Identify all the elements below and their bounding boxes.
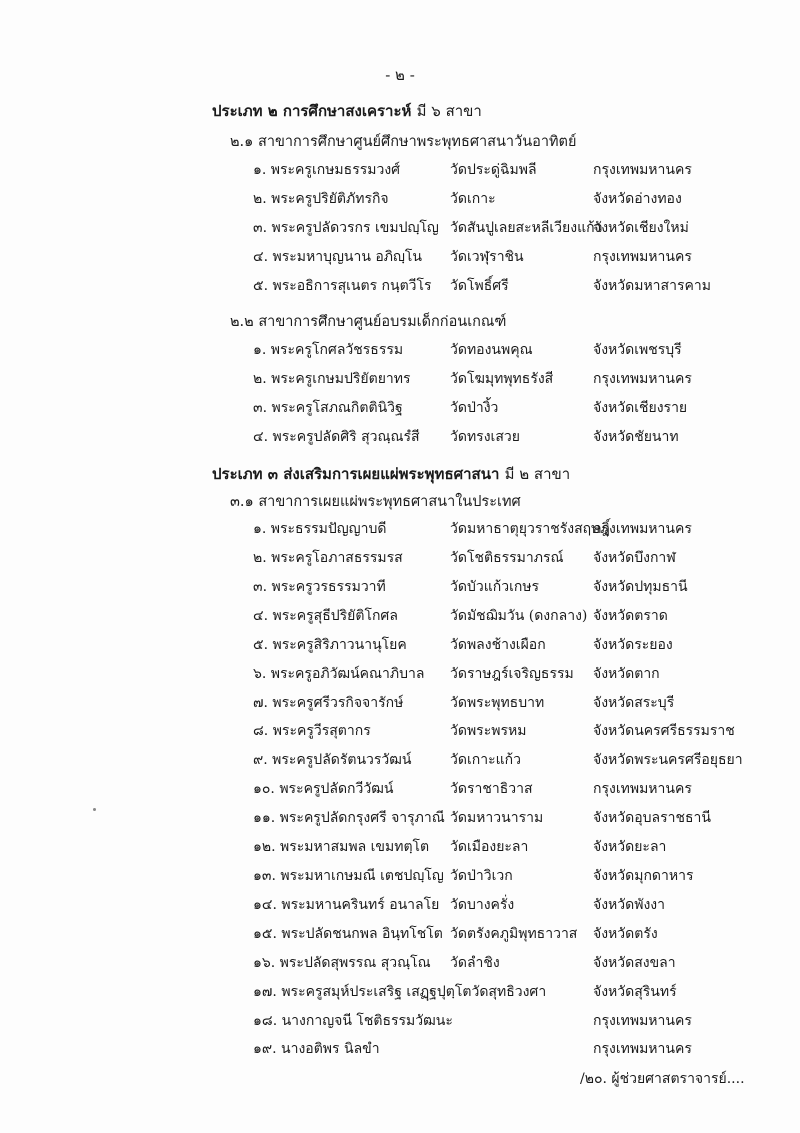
temple-name: วัดลำชิง (450, 955, 500, 971)
list-item (0, 275, 800, 299)
scan-speck (93, 808, 96, 811)
list-item (0, 720, 800, 744)
awardee-name: ๑๙. นางอติพร นิลขำ (253, 1041, 380, 1057)
province-name: กรุงเทพมหานคร (593, 162, 692, 178)
list-item (0, 981, 800, 1005)
province-name: จังหวัดปทุมธานี (593, 579, 688, 595)
province-name: จังหวัดพระนครศรีอยุธยา (593, 752, 743, 768)
temple-name: วัดราษฎร์เจริญธรรม (450, 666, 574, 682)
list-item (0, 692, 800, 716)
temple-name: วัดเวฬุราชิน (450, 249, 524, 265)
province-name: จังหวัดชัยนาท (593, 429, 679, 445)
temple-name: วัดโชติธรรมาภรณ์ (450, 550, 564, 566)
temple-name: วัดพระพุทธบาท (450, 695, 545, 711)
awardee-name: ๑. พระครูเกษมธรรมวงศ์ (253, 162, 401, 178)
list-item (0, 663, 800, 687)
province-name: จังหวัดเพชรบุรี (593, 342, 682, 358)
page-number: - ๒ - (385, 66, 415, 84)
list-item (0, 952, 800, 976)
awardee-name: ๑๔. พระมหานครินทร์ อนาลโย (253, 897, 440, 913)
category-3-heading-text: ประเภท ๓ ส่งเสริมการเผยแผ่พระพุทธศาสนา (212, 465, 500, 483)
awardee-name: ๓. พระครูโสภณกิตตินิวิฐ (253, 400, 403, 416)
temple-name: วัดพระพรหม (450, 723, 527, 739)
list-item (0, 547, 800, 571)
temple-name: วัดเกาะ (450, 191, 496, 207)
province-name: จังหวัดระยอง (593, 637, 673, 653)
awardee-name: ๓. พระครูวรธรรมวาที (253, 579, 386, 595)
list-item (0, 246, 800, 270)
list-item (0, 605, 800, 629)
list-item (0, 894, 800, 918)
awardee-name: ๒. พระครูปริยัติภัทรกิจ (253, 191, 389, 207)
list-item (0, 749, 800, 773)
awardee-name: ๑๓. พระมหาเกษมณี เตชปญฺโญ (253, 868, 444, 884)
branch-2-1-title: ๒.๑ สาขาการศึกษาศูนย์ศึกษาพระพุทธศาสนาวันอาทิตย์ (230, 134, 577, 150)
category-2-branch-count: มี ๖ สาขา (416, 102, 482, 120)
province-name: จังหวัดสุรินทร์ (593, 984, 677, 1000)
temple-name: วัดบางครั่ง (450, 897, 515, 913)
list-item (0, 188, 800, 212)
awardee-name: ๔. พระครูสุธีปริยัติโกศล (253, 608, 398, 624)
awardee-name: ๕. พระอธิการสุเนตร กนฺตวีโร (253, 278, 432, 294)
province-name: จังหวัดยะลา (593, 839, 667, 855)
province-name: จังหวัดอุบลราชธานี (593, 810, 711, 826)
province-name: จังหวัดพังงา (593, 897, 665, 913)
province-name: จังหวัดตรัง (593, 926, 658, 942)
list-item (0, 865, 800, 889)
province-name: จังหวัดตราด (593, 608, 668, 624)
awardee-name: ๑. พระครูโกศลวัชรธรรม (253, 342, 404, 358)
category-3-heading (212, 462, 570, 486)
continuation-note: /๒๐. ผู้ช่วยศาสตราจารย์.... (580, 1071, 745, 1087)
awardee-name: ๑๑. พระครูปลัดกรุงศรี จารุภาณี (253, 810, 445, 826)
temple-name: วัดบัวแก้วเกษร (450, 579, 540, 595)
list-item (0, 1038, 800, 1062)
temple-name: วัดมหาธาตุยุวราชรังสฤษฎิ์ (450, 521, 610, 537)
province-name: จังหวัดมหาสารคาม (593, 278, 711, 294)
province-name: กรุงเทพมหานคร (593, 371, 692, 387)
awardee-name: ๔. พระมหาบุญนาน อภิญฺโน (253, 249, 423, 265)
awardee-name: ๑๖. พระปลัดสุพรรณ สุวณฺโณ (253, 955, 431, 971)
list-item (0, 217, 800, 241)
list-item (0, 518, 800, 542)
temple-name: วัดทองนพคุณ (450, 342, 533, 358)
list-item (0, 634, 800, 658)
temple-name: วัดเมืองยะลา (450, 839, 529, 855)
temple-name: วัดราชาธิวาส (450, 781, 533, 797)
awardee-name: ๘. พระครูวีรสุตากร (253, 723, 371, 739)
province-name: จังหวัดสระบุรี (593, 695, 675, 711)
temple-name: วัดโพธิ์ศรี (450, 278, 509, 294)
province-name: จังหวัดเชียงใหม่ (593, 220, 689, 236)
temple-name: วัดสันปูเลยสะหลีเวียงแก้ว (450, 220, 603, 236)
temple-name: วัดทรงเสวย (450, 429, 520, 445)
awardee-name: ๑. พระธรรมปัญญาบดี (253, 521, 387, 537)
temple-name: วัดพลงช้างเผือก (450, 637, 546, 653)
awardee-name: ๓. พระครูปลัดวรกร เขมปญฺโญ (253, 220, 439, 236)
province-name: จังหวัดสงขลา (593, 955, 676, 971)
temple-name: วัดเกาะแก้ว (450, 752, 521, 768)
temple-name: วัดป่างิ้ว (450, 400, 499, 416)
awardee-name: ๑๗. พระครูสมุห์ประเสริฐ เสฏฺฐปุตฺโตวัดสุทธิวงศา (253, 984, 547, 1000)
awardee-name: ๒. พระครูเกษมปริยัตยาทร (253, 371, 411, 387)
list-item (0, 807, 800, 831)
list-item (0, 159, 800, 183)
list-item (0, 397, 800, 421)
awardee-name: ๑๒. พระมหาสมพล เขมทตฺโต (253, 839, 430, 855)
list-item (0, 1010, 800, 1034)
province-name: จังหวัดนครศรีธรรมราช (593, 723, 735, 739)
awardee-name: ๒. พระครูโอภาสธรรมรส (253, 550, 403, 566)
list-item (0, 368, 800, 392)
awardee-name: ๔. พระครูปลัดศิริ สุวณฺณรํสี (253, 429, 420, 445)
list-item (0, 923, 800, 947)
list-item (0, 576, 800, 600)
list-item (0, 339, 800, 363)
temple-name: วัดมหาวนาราม (450, 810, 544, 826)
list-item (0, 426, 800, 450)
province-name: กรุงเทพมหานคร (593, 1013, 692, 1029)
list-item (0, 836, 800, 860)
awardee-name: ๙. พระครูปลัดรัตนวรวัฒน์ (253, 752, 412, 768)
province-name: กรุงเทพมหานคร (593, 1041, 692, 1057)
category-2-heading (212, 99, 482, 123)
awardee-name: ๑๘. นางกาญจนี โชติธรรมวัฒนะ (253, 1013, 453, 1029)
province-name: จังหวัดมุกดาหาร (593, 868, 694, 884)
awardee-name: ๗. พระครูศรีวรกิจจารักษ์ (253, 695, 404, 711)
province-name: จังหวัดอ่างทอง (593, 191, 682, 207)
branch-2-2-title: ๒.๒ สาขาการศึกษาศูนย์อบรมเด็กก่อนเกณฑ์ (230, 314, 507, 330)
province-name: จังหวัดเชียงราย (593, 400, 688, 416)
temple-name: วัดโฆมุทพุทธรังสี (450, 371, 554, 387)
awardee-name: ๕. พระครูสิริภาวนานุโยค (253, 637, 407, 653)
list-item (0, 778, 800, 802)
awardee-name: ๑๐. พระครูปลัดกวีวัฒน์ (253, 781, 394, 797)
temple-name: วัดตรังคภูมิพุทธาวาส (450, 926, 578, 942)
awardee-name: ๖. พระครูอภิวัฒน์คณาภิบาล (253, 666, 425, 682)
province-name: กรุงเทพมหานคร (593, 781, 692, 797)
province-name: กรุงเทพมหานคร (593, 249, 692, 265)
category-3-branch-count: มี ๒ สาขา (504, 465, 571, 483)
temple-name: วัดประดู่ฉิมพลี (450, 162, 537, 178)
category-2-heading-text: ประเภท ๒ การศึกษาสงเคราะห์ (212, 102, 412, 120)
branch-3-1-title: ๓.๑ สาขาการเผยแผ่พระพุทธศาสนาในประเทศ (230, 494, 521, 510)
temple-name: วัดป่าวิเวก (450, 868, 513, 884)
awardee-name: ๑๕. พระปลัดชนกพล อินฺทโชโต (253, 926, 443, 942)
province-name: กรุงเทพมหานคร (593, 521, 692, 537)
temple-name: วัดมัชฌิมวัน (ดงกลาง) (450, 608, 588, 624)
province-name: จังหวัดตาก (593, 666, 660, 682)
province-name: จังหวัดบึงกาฬ (593, 550, 676, 566)
